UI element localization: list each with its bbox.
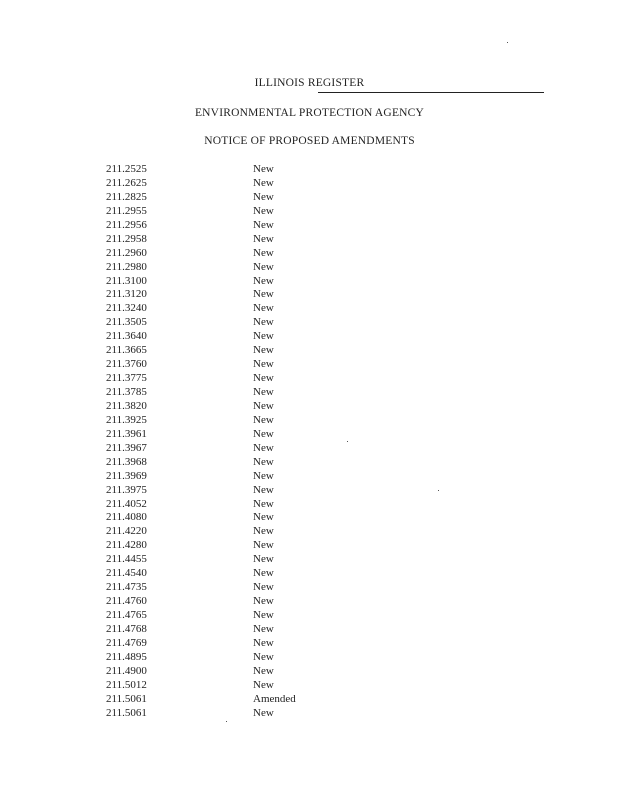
section-action: New — [253, 399, 274, 412]
section-number: 211.3969 — [106, 469, 147, 482]
section-action: New — [253, 302, 274, 315]
section-action: New — [253, 246, 274, 259]
section-action: New — [253, 413, 274, 426]
section-number: 211.2625 — [106, 176, 147, 189]
section-action: New — [253, 678, 274, 691]
section-number: 211.3100 — [106, 274, 147, 287]
section-action: New — [253, 455, 274, 468]
scan-speck — [438, 490, 439, 491]
section-action: New — [253, 622, 274, 635]
section-action: New — [253, 232, 274, 245]
section-number: 211.4735 — [106, 581, 147, 594]
section-number: 211.2955 — [106, 204, 147, 217]
section-action: New — [253, 274, 274, 287]
section-number: 211.4080 — [106, 511, 147, 524]
section-number: 211.2980 — [106, 260, 147, 273]
section-number: 211.3240 — [106, 302, 147, 315]
section-action: New — [253, 595, 274, 608]
section-action: New — [253, 636, 274, 649]
scan-speck — [347, 441, 348, 442]
section-number: 211.5012 — [106, 678, 147, 691]
section-number: 211.4540 — [106, 567, 147, 580]
agency-name: ENVIRONMENTAL PROTECTION AGENCY — [194, 107, 425, 119]
section-number: 211.2956 — [106, 218, 147, 231]
section-number: 211.4769 — [106, 636, 147, 649]
section-action: New — [253, 330, 274, 343]
section-action: New — [253, 176, 274, 189]
section-number: 211.3961 — [106, 427, 147, 440]
section-action: New — [253, 650, 274, 663]
section-action: New — [253, 483, 274, 496]
section-action: New — [253, 358, 274, 371]
section-action: New — [253, 553, 274, 566]
section-action: New — [253, 288, 274, 301]
section-action: New — [253, 190, 274, 203]
scan-speck — [226, 721, 227, 722]
section-number: 211.3505 — [106, 316, 147, 329]
section-number: 211.3120 — [106, 288, 147, 301]
section-action: New — [253, 497, 274, 510]
section-action: New — [253, 581, 274, 594]
section-number: 211.4455 — [106, 553, 147, 566]
register-title: ILLINOIS REGISTER — [254, 77, 365, 89]
section-action: New — [253, 525, 274, 538]
section-number: 211.2525 — [106, 163, 147, 175]
section-number: 211.3975 — [106, 483, 147, 496]
section-action: New — [253, 386, 274, 398]
section-action: New — [253, 260, 274, 273]
scan-speck — [507, 42, 508, 43]
section-action: New — [253, 609, 274, 621]
section-number: 211.4760 — [106, 595, 147, 608]
section-number: 211.2825 — [106, 190, 147, 203]
section-action: New — [253, 344, 274, 357]
section-action: New — [253, 567, 274, 580]
section-number: 211.4765 — [106, 609, 147, 621]
section-number: 211.4900 — [106, 664, 147, 677]
section-action: New — [253, 469, 274, 482]
section-number: 211.3925 — [106, 413, 147, 426]
section-number: 211.3785 — [106, 386, 147, 398]
section-action: New — [253, 441, 274, 454]
section-number: 211.3775 — [106, 372, 147, 385]
section-number: 211.4280 — [106, 539, 147, 552]
section-number: 211.3820 — [106, 399, 147, 412]
section-number: 211.3640 — [106, 330, 147, 343]
header-rule — [318, 92, 544, 93]
section-number: 211.5061 — [106, 692, 147, 705]
section-action: New — [253, 218, 274, 231]
notice-title: NOTICE OF PROPOSED AMENDMENTS — [204, 135, 415, 147]
section-action: New — [253, 539, 274, 552]
section-number: 211.5061 — [106, 706, 147, 719]
section-action: New — [253, 664, 274, 677]
section-action: Amended — [253, 692, 296, 705]
section-action: New — [253, 706, 274, 719]
section-action: New — [253, 204, 274, 217]
section-number: 211.2960 — [106, 246, 147, 259]
section-number: 211.2958 — [106, 232, 147, 245]
section-action: New — [253, 511, 274, 524]
section-number: 211.4220 — [106, 525, 147, 538]
section-action: New — [253, 316, 274, 329]
section-number: 211.4768 — [106, 622, 147, 635]
section-number: 211.4052 — [106, 497, 147, 510]
section-number: 211.3760 — [106, 358, 147, 371]
section-action: New — [253, 163, 274, 175]
section-number: 211.4895 — [106, 650, 147, 663]
section-action: New — [253, 372, 274, 385]
section-number: 211.3967 — [106, 441, 147, 454]
section-number: 211.3968 — [106, 455, 147, 468]
section-number: 211.3665 — [106, 344, 147, 357]
section-action: New — [253, 427, 274, 440]
